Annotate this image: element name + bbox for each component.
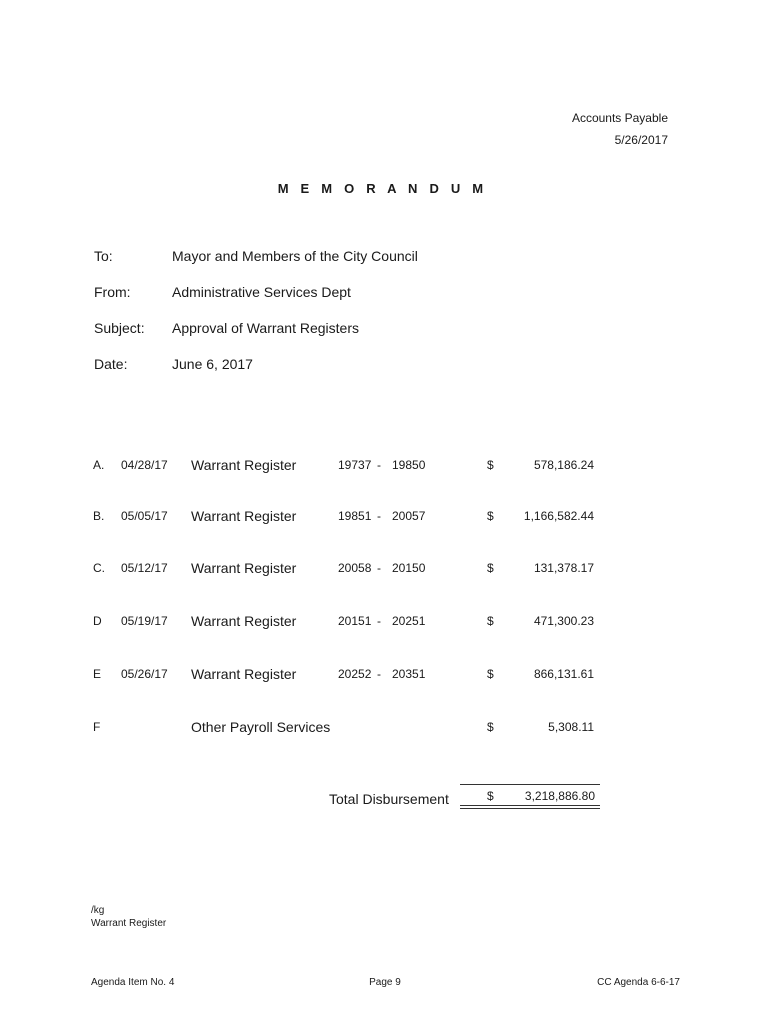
date-value: June 6, 2017 [172,356,253,372]
from-value: Administrative Services Dept [172,284,351,300]
register-amount: 578,186.24 [533,458,594,472]
register-date: 05/19/17 [121,614,168,628]
register-currency: $ [487,667,494,681]
register-amount: 5,308.11 [548,720,594,734]
register-letter: E [93,667,102,681]
total-amount: 3,218,886.80 [524,789,595,803]
total-top-rule [460,784,600,785]
register-amount: 131,378.17 [533,561,594,575]
total-double-rule-1 [460,805,600,806]
register-range-dash: - [377,614,381,628]
register-letter: C. [93,561,105,575]
register-end-number: 19850 [392,458,426,472]
register-start-number: 20151 [338,614,372,628]
register-currency: $ [487,561,494,575]
register-description: Warrant Register [191,613,297,629]
date-label: Date: [94,356,128,372]
register-description: Warrant Register [191,457,297,473]
register-letter: F [93,720,101,734]
register-letter: A. [93,458,105,472]
register-date: 05/26/17 [121,667,168,681]
register-range-dash: - [377,458,381,472]
register-end-number: 20150 [392,561,426,575]
register-date: 05/12/17 [121,561,168,575]
from-label: From: [94,284,131,300]
total-double-rule-2 [460,808,600,809]
register-letter: D [93,614,102,628]
register-end-number: 20251 [392,614,426,628]
register-amount: 471,300.23 [533,614,594,628]
register-currency: $ [487,509,494,523]
register-start-number: 20252 [338,667,372,681]
register-start-number: 20058 [338,561,372,575]
register-range-dash: - [377,667,381,681]
register-start-number: 19851 [338,509,372,523]
footer-agenda-ref: CC Agenda 6-6-17 [597,977,680,988]
footer-agenda-item: Agenda Item No. 4 [91,977,175,988]
register-description: Warrant Register [191,666,297,682]
total-currency: $ [487,789,494,803]
subject-label: Subject: [94,320,145,336]
register-start-number: 19737 [338,458,372,472]
to-value: Mayor and Members of the City Council [172,248,418,264]
register-description: Warrant Register [191,508,297,524]
total-label: Total Disbursement [329,791,449,807]
page-title: M E M O R A N D U M [277,181,488,196]
register-currency: $ [487,614,494,628]
footer-page-number: Page 9 [369,977,401,988]
register-range-dash: - [377,509,381,523]
subject-value: Approval of Warrant Registers [172,320,359,336]
register-description: Other Payroll Services [191,719,331,735]
register-amount: 1,166,582.44 [523,509,594,523]
register-description: Warrant Register [191,560,297,576]
header-date: 5/26/2017 [614,133,668,147]
register-currency: $ [487,720,494,734]
register-range-dash: - [377,561,381,575]
register-end-number: 20057 [392,509,426,523]
register-amount: 866,131.61 [533,667,594,681]
register-letter: B. [93,509,105,523]
register-currency: $ [487,458,494,472]
register-date: 04/28/17 [121,458,168,472]
department-label: Accounts Payable [571,111,668,125]
to-label: To: [94,248,113,264]
initials-subtitle: Warrant Register [91,918,167,929]
register-date: 05/05/17 [121,509,168,523]
initials: /kg [91,905,105,916]
register-end-number: 20351 [392,667,426,681]
